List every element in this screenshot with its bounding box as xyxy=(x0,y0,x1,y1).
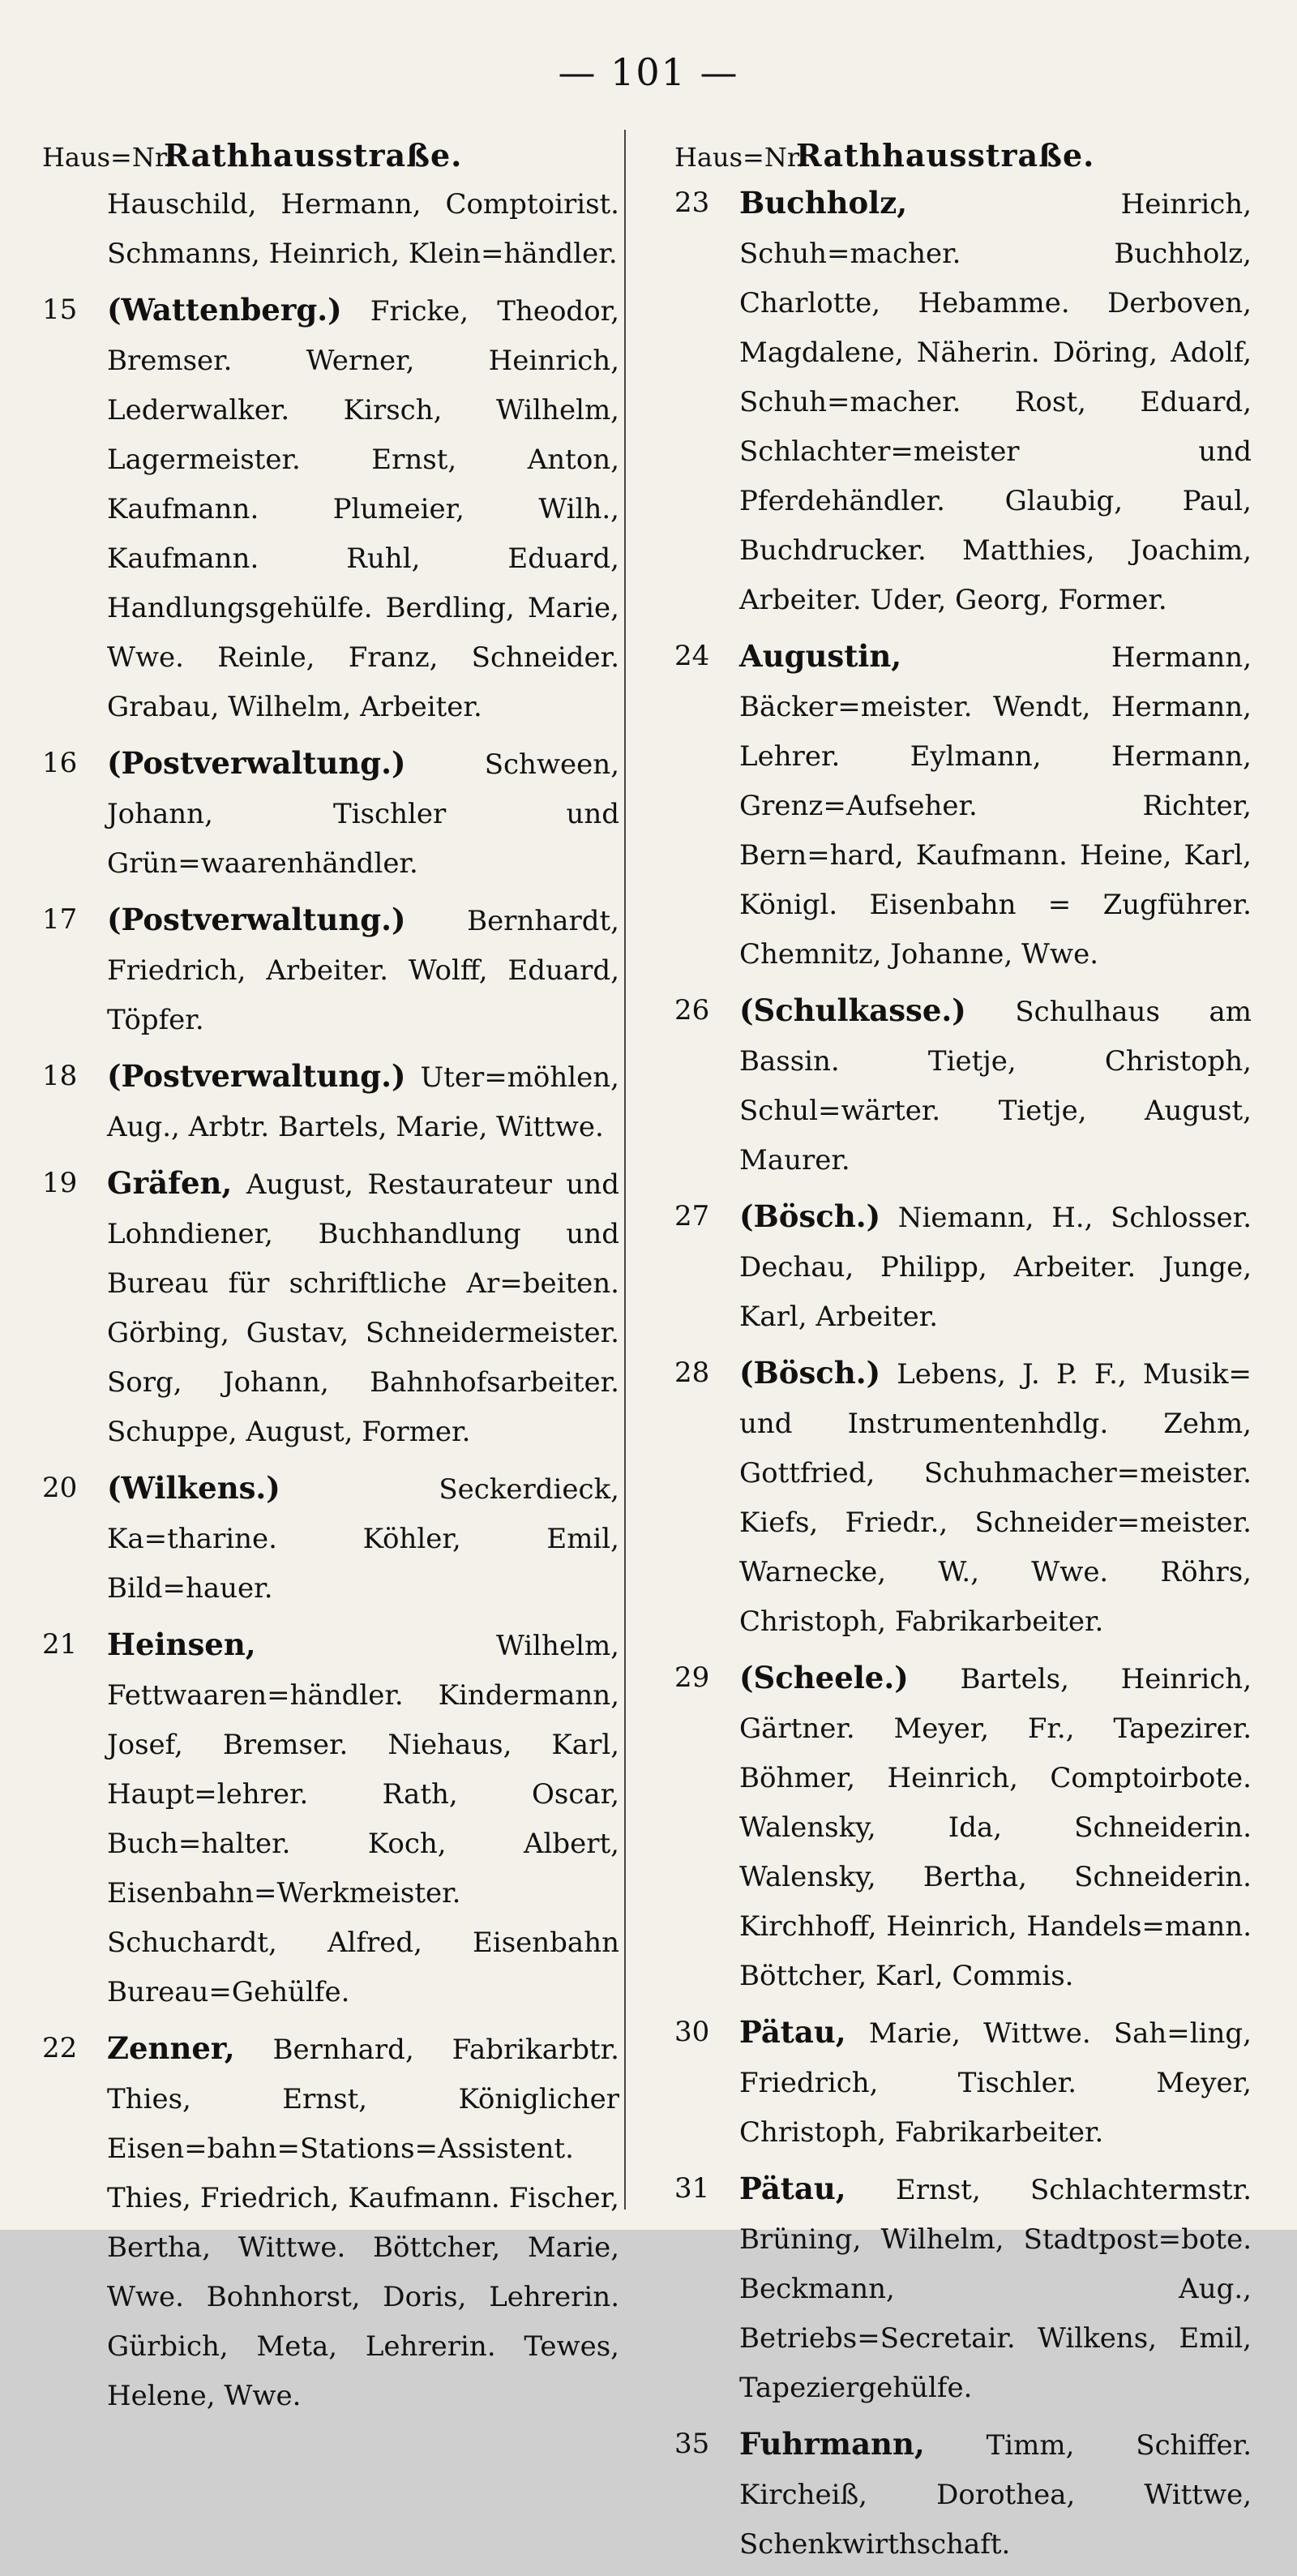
owner-name: (Postverwaltung.) xyxy=(107,902,406,937)
house-number: 24 xyxy=(674,640,710,672)
owner-name: (Bösch.) xyxy=(739,1355,881,1391)
house-number: 17 xyxy=(42,903,78,936)
residents-text: Hauschild, Hermann, Comptoirist. Schmanns, Heinrich, Klein=händler. xyxy=(107,188,619,270)
house-number: 16 xyxy=(42,747,78,779)
house-entry xyxy=(674,2420,1252,2570)
entry-text xyxy=(739,2164,1252,2413)
residents-text: August, Restaurateur und Lohndiener, Buchhandlung und Bureau für schriftliche Ar=beiten. Görbing, Gustav, Schneidermeister. Sorg, Johann, Bahnhofsarbeiter. Schuppe, August, Former. xyxy=(107,1168,619,1448)
entry-text xyxy=(739,2420,1252,2570)
house-entry xyxy=(674,1192,1252,1342)
house-number: 20 xyxy=(42,1472,78,1504)
house-number-header: Haus=Nr. xyxy=(42,142,173,173)
residents-text: Schulhaus am Bassin. Tietje, Christoph, Schul=wärter. Tietje, August, Maurer. xyxy=(739,996,1252,1177)
house-number: 35 xyxy=(674,2428,710,2460)
house-entry xyxy=(42,1159,619,1457)
owner-name: (Scheele.) xyxy=(739,1660,909,1695)
right-entries xyxy=(674,178,1252,2570)
house-number: 22 xyxy=(42,2032,78,2064)
entry-text xyxy=(107,178,619,279)
house-entry xyxy=(674,986,1252,1185)
owner-name: Heinsen, xyxy=(107,1627,256,1662)
owner-name: (Postverwaltung.) xyxy=(107,745,406,781)
entry-text xyxy=(107,1620,619,2017)
residents-text: Uter=möhlen, Aug., Arbtr. Bartels, Marie, Wittwe. xyxy=(107,1061,619,1143)
right-column xyxy=(674,136,1252,2576)
house-number: 28 xyxy=(674,1357,710,1389)
owner-name: Zenner, xyxy=(107,2030,235,2066)
residents-text: Niemann, H., Schlosser. Dechau, Philipp, Arbeiter. Junge, Karl, Arbeiter. xyxy=(739,1202,1252,1333)
entry-text xyxy=(739,178,1252,625)
house-number: 15 xyxy=(42,294,78,326)
residents-text: Bartels, Heinrich, Gärtner. Meyer, Fr., Tapezirer. Böhmer, Heinrich, Comptoirbote. Walensky, Ida, Schneiderin. Walensky, Bertha, Schneiderin. Kirchhoff, Heinrich, Handels=mann. Böttcher, Karl, Commis. xyxy=(739,1663,1252,1992)
entry-text xyxy=(739,2008,1252,2158)
house-entry xyxy=(42,739,619,889)
house-entry xyxy=(674,2164,1252,2413)
residents-text: Schween, Johann, Tischler und Grün=waarenhändler. xyxy=(107,748,619,880)
residents-text: Bernhard, Fabrikarbtr. Thies, Ernst, Königlicher Eisen=bahn=Stations=Assistent. Thies, Friedrich, Kaufmann. Fischer, Bertha, Wittwe. Böttcher, Marie, Wwe. Bohnhorst, Doris, Lehrerin. Gürbich, Meta, Lehrerin. Tewes, Helene, Wwe. xyxy=(107,2034,619,2412)
owner-name: Fuhrmann, xyxy=(739,2426,925,2462)
house-entry xyxy=(674,178,1252,625)
house-number: 18 xyxy=(42,1060,78,1092)
owner-name: Pätau, xyxy=(739,2014,846,2050)
entry-text xyxy=(107,895,619,1045)
entry-text xyxy=(107,1464,619,1614)
entry-text xyxy=(107,739,619,889)
house-number: 23 xyxy=(674,186,710,219)
house-number-header: Haus=Nr. xyxy=(674,142,805,173)
column-divider xyxy=(624,130,626,2210)
house-entry xyxy=(42,285,619,732)
residents-text: Wilhelm, Fettwaaren=händler. Kindermann, Josef, Bremser. Niehaus, Karl, Haupt=lehrer. Rath, Oscar, Buch=halter. Koch, Albert, Eisenbahn=Werkmeister. Schuchardt, Alfred, Eisenbahn Bureau=Gehülfe. xyxy=(107,1630,619,2008)
house-entry xyxy=(674,1653,1252,2001)
left-column-header xyxy=(42,136,619,177)
entry-text xyxy=(739,1653,1252,2001)
owner-name: (Wattenberg.) xyxy=(107,292,342,328)
owner-name: (Schulkasse.) xyxy=(739,992,966,1028)
owner-name: Buchholz, xyxy=(739,185,908,221)
house-number: 27 xyxy=(674,1200,710,1232)
residents-text: Seckerdieck, Ka=tharine. Köhler, Emil, Bild=hauer. xyxy=(107,1473,619,1605)
entry-text xyxy=(107,1159,619,1457)
entry-text xyxy=(107,285,619,732)
house-number: 26 xyxy=(674,994,710,1027)
left-entries xyxy=(42,178,619,2421)
left-column xyxy=(42,136,619,2428)
entry-text xyxy=(739,1348,1252,1647)
house-number: 29 xyxy=(674,1661,710,1694)
residents-text: Hermann, Bäcker=meister. Wendt, Hermann, Lehrer. Eylmann, Hermann, Grenz=Aufseher. Richter, Bern=hard, Kaufmann. Heine, Karl, Königl. Eisenbahn = Zugführer. Chemnitz, Johanne, Wwe. xyxy=(739,641,1252,971)
owner-name: (Wilkens.) xyxy=(107,1470,280,1506)
house-number: 19 xyxy=(42,1167,78,1199)
house-entry xyxy=(42,178,619,279)
owner-name: (Bösch.) xyxy=(739,1198,881,1234)
residents-text: Heinrich, Schuh=macher. Buchholz, Charlotte, Hebamme. Derboven, Magdalene, Näherin. Döring, Adolf, Schuh=macher. Rost, Eduard, Schlachter=meister und Pferdehändler. Glaubig, Paul, Buchdrucker. Matthies, Joachim, Arbeiter. Uder, Georg, Former. xyxy=(739,188,1252,616)
entry-text xyxy=(739,1192,1252,1342)
residents-text: Bernhardt, Friedrich, Arbeiter. Wolff, Eduard, Töpfer. xyxy=(107,905,619,1036)
house-entry xyxy=(42,1620,619,2017)
entry-text xyxy=(107,2024,619,2421)
page-number: — 101 — xyxy=(558,50,739,94)
house-entry xyxy=(674,2008,1252,2158)
owner-name: Augustin, xyxy=(739,638,902,674)
house-entry xyxy=(42,2024,619,2421)
residents-text: Marie, Wittwe. Sah=ling, Friedrich, Tischler. Meyer, Christoph, Fabrikarbeiter. xyxy=(739,2017,1252,2149)
house-number: 21 xyxy=(42,1628,78,1661)
street-name-header: Rathhausstraße. xyxy=(796,137,1095,174)
residents-text: Fricke, Theodor, Bremser. Werner, Heinrich, Lederwalker. Kirsch, Wilhelm, Lagermeister. Ernst, Anton, Kaufmann. Plumeier, Wilh., Kaufmann. Ruhl, Eduard, Handlungsgehülfe. Berdling, Marie, Wwe. Reinle, Franz, Schneider. Grabau, Wilhelm, Arbeiter. xyxy=(107,295,619,723)
entry-text xyxy=(107,1052,619,1152)
owner-name: Gräfen, xyxy=(107,1165,233,1201)
residents-text: Timm, Schiffer. Kircheiß, Dorothea, Wittwe, Schenkwirthschaft. xyxy=(739,2429,1252,2561)
owner-name: (Postverwaltung.) xyxy=(107,1058,406,1094)
residents-text: Lebens, J. P. F., Musik= und Instrumentenhdlg. Zehm, Gottfried, Schuhmacher=meister. Kiefs, Friedr., Schneider=meister. Warnecke, W., Wwe. Röhrs, Christoph, Fabrikarbeiter. xyxy=(739,1358,1252,1638)
house-entry xyxy=(42,895,619,1045)
residents-text: Ernst, Schlachtermstr. Brüning, Wilhelm, Stadtpost=bote. Beckmann, Aug., Betriebs=Secretair. Wilkens, Emil, Tapeziergehülfe. xyxy=(739,2174,1252,2404)
house-entry xyxy=(42,1464,619,1614)
entry-text xyxy=(739,632,1252,979)
house-number: 31 xyxy=(674,2172,710,2205)
house-number: 30 xyxy=(674,2016,710,2048)
house-entry xyxy=(42,1052,619,1152)
right-column-header xyxy=(674,136,1252,177)
entry-text xyxy=(739,986,1252,1185)
street-name-header: Rathhausstraße. xyxy=(164,137,463,174)
owner-name: Pätau, xyxy=(739,2171,846,2206)
house-entry xyxy=(674,632,1252,979)
house-entry xyxy=(674,1348,1252,1647)
